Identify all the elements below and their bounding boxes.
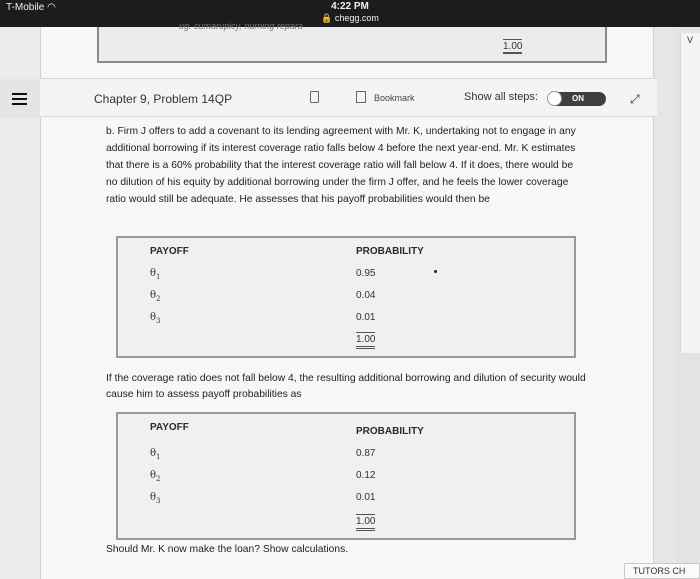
probability-total: 1.00	[356, 332, 375, 349]
expand-icon[interactable]: ⤢	[630, 92, 640, 106]
probability-header: PROBABILITY	[356, 426, 424, 437]
problem-part-b: b. Firm J offers to add a covenant to its lending agreement with Mr. K, undertaking not to engage in any additional borrowing if its interest coverage ratio falls below 4 before the next year-end. Mr. K estimates that there is a 60% probability that the interest coverage ratio will fall below 4. If it does, there would be no dilution of his equity by additional borrowing under the firm J offer, and he feels the lower coverage ratio would still be adequate. He assesses that his payoff probabilities would then be	[106, 126, 576, 205]
table-row	[118, 290, 574, 312]
table-row	[118, 448, 574, 470]
payoff-header: PAYOFF	[150, 246, 189, 257]
toggle-knob	[547, 91, 562, 106]
clipped-text: ug. cumarupicy, nurning repara	[179, 21, 303, 31]
payoff-header: PAYOFF	[150, 422, 189, 433]
show-steps-label: Show all steps:	[464, 91, 538, 103]
clock: 4:22 PM	[331, 1, 369, 12]
payoff-table-2	[116, 412, 576, 540]
carrier-label: T-Mobile ◠	[6, 2, 56, 13]
payoff-table-1	[116, 236, 576, 358]
payoff-cell: $\theta_2$	[150, 470, 161, 483]
probability-cell: 0.01	[356, 492, 376, 503]
probability-cell: 0.12	[356, 470, 376, 481]
previous-image-clip	[97, 21, 607, 63]
payoff-cell: $\theta_1$	[150, 448, 161, 461]
lock-icon: 🔒	[321, 13, 333, 23]
address-bar[interactable]	[0, 13, 700, 24]
probability-cell: 0.87	[356, 448, 376, 459]
bookmark-button[interactable]: Bookmark	[374, 93, 415, 103]
table-row	[118, 492, 574, 514]
payoff-cell: $\theta_2$	[150, 290, 161, 303]
menu-icon[interactable]	[12, 93, 27, 105]
middle-paragraph: If the coverage ratio does not fall below 4, the resulting additional borrowing and dilution of security would cause him to assess payoff probabilities as	[106, 373, 586, 400]
bookmark-icon[interactable]	[356, 91, 366, 103]
question-text: Should Mr. K now make the loan? Show calculations.	[106, 544, 349, 555]
toggle-label: ON	[572, 94, 584, 103]
payoff-cell: $\theta_1$	[150, 268, 161, 281]
probability-total: 1.00	[356, 514, 375, 531]
page	[0, 21, 700, 579]
right-panel[interactable]	[680, 33, 700, 353]
menu-gutter	[0, 79, 40, 118]
payoff-cell: $\theta_3$	[150, 312, 161, 325]
url-text: chegg.com	[334, 13, 379, 23]
wifi-icon: ◠	[47, 2, 56, 13]
problem-toolbar	[40, 78, 657, 117]
probability-cell: 0.95	[356, 268, 376, 279]
table-row	[118, 470, 574, 492]
chapter-title: Chapter 9, Problem 14QP	[94, 92, 233, 106]
status-bar	[0, 0, 700, 27]
probability-header: PROBABILITY	[356, 246, 424, 257]
probability-cell: 0.04	[356, 290, 376, 301]
clipped-total: 1.00	[503, 41, 523, 52]
table-row	[118, 268, 574, 290]
book-icon[interactable]	[310, 91, 319, 103]
probability-cell: 0.01	[356, 312, 376, 323]
show-steps-toggle[interactable]	[548, 92, 606, 106]
tutors-tab[interactable]: TUTORS CH	[624, 563, 700, 579]
right-panel-letter: V	[687, 35, 694, 45]
table-row	[118, 312, 574, 334]
payoff-cell: $\theta_3$	[150, 492, 161, 505]
